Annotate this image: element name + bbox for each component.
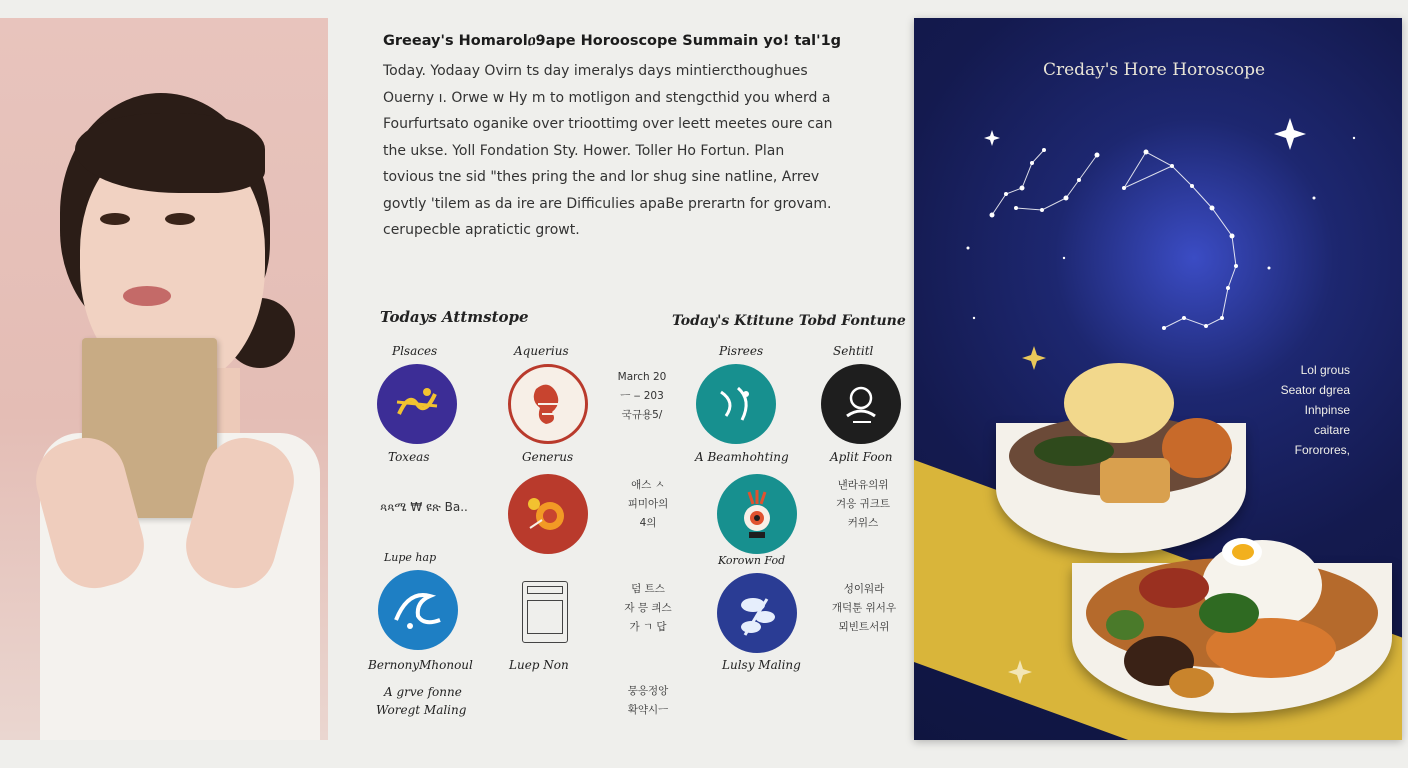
- row2-right-text: [828, 476, 898, 533]
- text-line: caitare: [1313, 423, 1350, 437]
- summary-line: tovious tne sid "thes pring the and lor shug sine natline, Arrev: [383, 169, 820, 185]
- eye-mascot-icon: [717, 474, 797, 554]
- mushroom-icon: [717, 573, 797, 653]
- sign-name: Pisrees: [719, 344, 764, 358]
- row3-caption: Luep Non: [509, 658, 569, 672]
- horoscope-poster: [914, 18, 1402, 740]
- korean-food-caption: Korown Fod: [718, 554, 786, 567]
- text-line: 가 ㄱ 답: [629, 621, 667, 633]
- row3-label: Lupe hap: [384, 551, 437, 564]
- left-eye: [100, 213, 130, 225]
- food-item: [1139, 568, 1209, 608]
- food-item: [1100, 458, 1170, 503]
- text-line: 애스 ㅅ: [631, 479, 665, 491]
- sagittarius-sign-icon: [821, 364, 901, 444]
- bottom-left-text: [376, 683, 466, 719]
- row3-caption: Lulsy Maling: [722, 658, 801, 672]
- text-line: Fororores,: [1294, 443, 1350, 457]
- food-item: [1034, 436, 1114, 466]
- date-line: March 20: [617, 371, 667, 383]
- sign-name: Plsaces: [392, 344, 438, 358]
- summary-line: Ouerny ı. Orwe w Hy m to motligon and stengcthid you wherd a: [383, 89, 831, 106]
- row3-middle-text: [622, 580, 674, 637]
- text-line: 4의: [639, 517, 657, 529]
- text-line: 겨응 귀크트: [835, 498, 891, 510]
- text-line: 개덕툰 위서우: [831, 602, 897, 614]
- text-line: 덤 트스: [631, 583, 665, 595]
- row3-caption: BernonyMhonoul: [368, 658, 473, 672]
- appliance-icon: [522, 581, 568, 643]
- star-icon: [984, 130, 1000, 146]
- star-icon: [1006, 658, 1034, 686]
- sign-caption: Toxeas: [388, 450, 430, 464]
- food-item: [1106, 610, 1144, 640]
- summary-line: cerupecble apratictic growt.: [383, 222, 580, 238]
- summary-line: Fourfurtsato oganike over trioottimg over leett meetes oure can: [383, 116, 833, 132]
- text-line: 뫼빈트서위: [838, 621, 890, 633]
- constellation-graphic: [914, 18, 1402, 418]
- model-photo: [0, 18, 328, 740]
- sign-name: Aquerius: [514, 344, 569, 358]
- pisces-fish-icon: [696, 364, 776, 444]
- row2-left-text: ጻጻሜ ₩ ዩጽ Ba..: [380, 500, 468, 514]
- sign-caption: Aplit Foon: [830, 450, 893, 464]
- sign-name: Sehtitl: [833, 344, 874, 358]
- text-line: 자 믕 킈스: [624, 602, 672, 614]
- aquarius-sign-icon: [508, 364, 588, 444]
- summary-title: Greeay's Homarolዐ9ape Horooscope Summain yo! tal'1g: [383, 33, 842, 49]
- food-item: [1162, 418, 1232, 478]
- text-line: Seator dgrea: [1280, 383, 1350, 397]
- summary-line: Today. Yodaay Ovirn ts day imeralys days mintiercthoughues: [383, 63, 808, 79]
- lips: [123, 286, 171, 306]
- row3-right-text: [828, 580, 900, 637]
- text-line: Lol grous: [1300, 363, 1350, 377]
- poster-side-text: [1281, 360, 1350, 460]
- text-line: A grve fonne: [384, 685, 462, 699]
- bottom-middle-text: [622, 682, 674, 720]
- summary-line: the ukse. Yoll Fondation Sty. Hower. Toller Ho Fortun. Plan: [383, 142, 785, 159]
- text-line: 확약시ㅡ: [627, 704, 669, 716]
- food-item: [1169, 668, 1214, 698]
- text-line: 커위스: [847, 517, 879, 529]
- summary-line: govtly 'tilem as da ire are Difficulies apaBe prerartn for grovam.: [383, 195, 832, 212]
- text-line: 뭉응정앙: [627, 685, 669, 697]
- food-item: [1199, 593, 1259, 633]
- star-icon: [1022, 346, 1046, 370]
- date-line: 국규용5/: [621, 409, 663, 421]
- pisces-sign-icon: [377, 364, 457, 444]
- horoscope-summary: [383, 33, 883, 244]
- food-item: [1064, 363, 1174, 443]
- text-line: 성이워라: [843, 583, 885, 595]
- section-title-right: Today's Ktitune Tobd Fontune: [672, 313, 906, 329]
- text-line: Woregt Maling: [376, 703, 467, 717]
- section-title-left: Todays Attmstope: [380, 308, 529, 326]
- wave-icon: [378, 570, 458, 650]
- right-eye: [165, 213, 195, 225]
- food-plate-icon: [508, 474, 588, 554]
- text-line: 낸라유의위: [837, 479, 889, 491]
- row2-middle-text: [618, 476, 678, 533]
- date-text: [612, 368, 672, 425]
- date-line: ㅡ ‒ 203: [620, 390, 664, 402]
- text-line: Inhpinse: [1304, 403, 1350, 417]
- sign-caption: Generus: [522, 450, 574, 464]
- text-line: 피미아의: [627, 498, 669, 510]
- sign-caption: A Beamhohting: [695, 450, 789, 464]
- food-item: [1232, 544, 1254, 560]
- poster-title: Creday's Hore Horoscope: [1042, 60, 1266, 80]
- star-icon: [1274, 118, 1306, 150]
